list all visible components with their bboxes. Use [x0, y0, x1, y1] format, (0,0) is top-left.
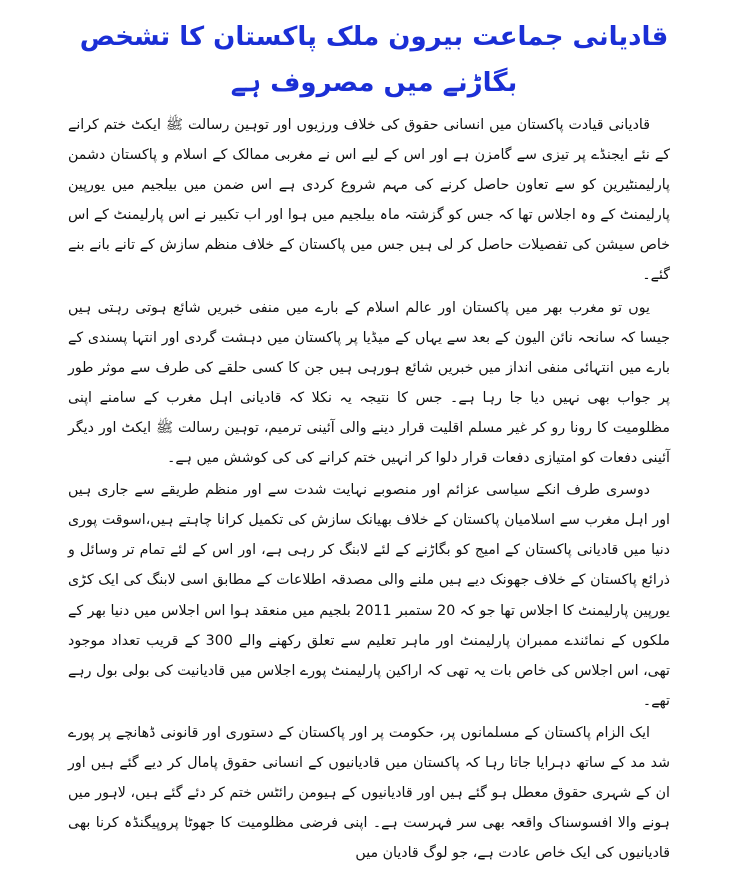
article-title-line-2: بگاڑنے میں مصروف ہے [230, 68, 518, 98]
article-body [68, 110, 670, 870]
article-paragraph-4: ایک الزام پاکستان کے مسلمانوں پر، حکومت پر اور پاکستان کے دستوری اور قانونی ڈھانچے پر پورے شد مد کے ساتھ دہرایا جاتا رہا کہ پاکستان میں قادیانیوں کے انسانی حقوق پامال کر دیے گئے ہیں اور ان کے شہری حقوق معطل ہو گئے ہیں اور قادیانیوں کے ہیومن رائٹس ختم کر دئے گئے ہیں، لاہور میں ہونے والا افسوسناک واقعہ بھی سر فہرست ہے۔ اپنی فرضی مظلومیت کا جھوٹا پروپیگنڈہ کرنا بھی قادیانیوں کی ایک خاص عادت ہے، جو لوگ قادیان میں [68, 724, 670, 862]
article-paragraph-2: یوں تو مغرب بھر میں پاکستان اور عالم اسلام کے بارے میں منفی خبریں شائع ہوتی رہتی ہیں جیسا کہ سانحہ نائن الیون کے بعد سے یہاں کے میڈیا پر پاکستان میں دہشت گردی اور انتہا پسندی کے بارے میں انتہائی منفی انداز میں خبریں شائع ہورہی ہیں جن کا کسی حلقے کی طرف سے موثر طور پر جواب بھی نہیں دیا جا رہا ہے۔ جس کا نتیجہ یہ نکلا کہ قادیانی اہل مغرب کے سامنے اپنی مظلومیت کا رونا رو کر غیر مسلم اقلیت قرار دینے والی آئینی ترمیم، توہین رسالت ﷺ ایکٹ اور دیگر آئینی دفعات کو امتیازی دفعات قرار دلوا کر انہیں ختم کرانے کی کی کوشش میں ہے۔ [68, 299, 670, 467]
article-title [60, 14, 688, 106]
article-paragraph-3: دوسری طرف انکے سیاسی عزائم اور منصوبے نہایت شدت سے اور منظم طریقے سے جاری ہیں اور اہل مغرب سے اسلامیان پاکستان کے خلاف بھیانک سازش کی تکمیل کرانا چاہتے ہیں،اسوقت پوری دنیا میں قادیانی پاکستان کے امیج کو بگاڑنے کے لئے لابنگ کر رہی ہے، اور اس کے لئے تمام تر وسائل و ذرائع پاکستان کے خلاف جھونک دیے ہیں ملنے والی مصدقہ اطلاعات کے مطابق اسی لابنگ کی ایک کڑی یورپین پارلیمنٹ کا اجلاس تھا جو کہ 20 ستمبر 2011 بلجیم میں منعقد ہوا اس اجلاس میں دنیا بھر کے ملکوں کے نمائندے ممبران پارلیمنٹ اور ماہر تعلیم سے تعلق رکھنے والے 300 کے قریب تعداد موجود تھی، اس اجلاس کی خاص بات یہ تھی کہ اراکین پارلیمنٹ پورے اجلاس میں قادیانیت کی بولی بول رہے تھے۔ [68, 482, 671, 709]
article-paragraph-1: قادیانی قیادت پاکستان میں انسانی حقوق کی خلاف ورزیوں اور توہین رسالت ﷺ ایکٹ ختم کرانے کے نئے ایجنڈے پر تیزی سے گامزن ہے اور اس کے لیے اس نے مغربی ممالک کے اسلام و پاکستان دشمن پارلیمنٹیرین کو سے تعاون حاصل کرنے کی مہم شروع کردی ہے اس ضمن میں بیلجیم میں یورپین پارلیمنٹ کے وہ اجلاس تھا کہ جس کو گزشتہ ماہ بیلجیم میں ہوا اور اب تکبیر نے اس پارلیمنٹ کے اس خاص سیشن کی تفصیلات حاصل کر لی ہیں جس میں پاکستان کے خلاف منظم سازش کے تانے بانے بنے گئے۔ [68, 117, 670, 284]
article-title-line-1: قادیانی جماعت بیرون ملک پاکستان کا تشخص [79, 22, 669, 52]
